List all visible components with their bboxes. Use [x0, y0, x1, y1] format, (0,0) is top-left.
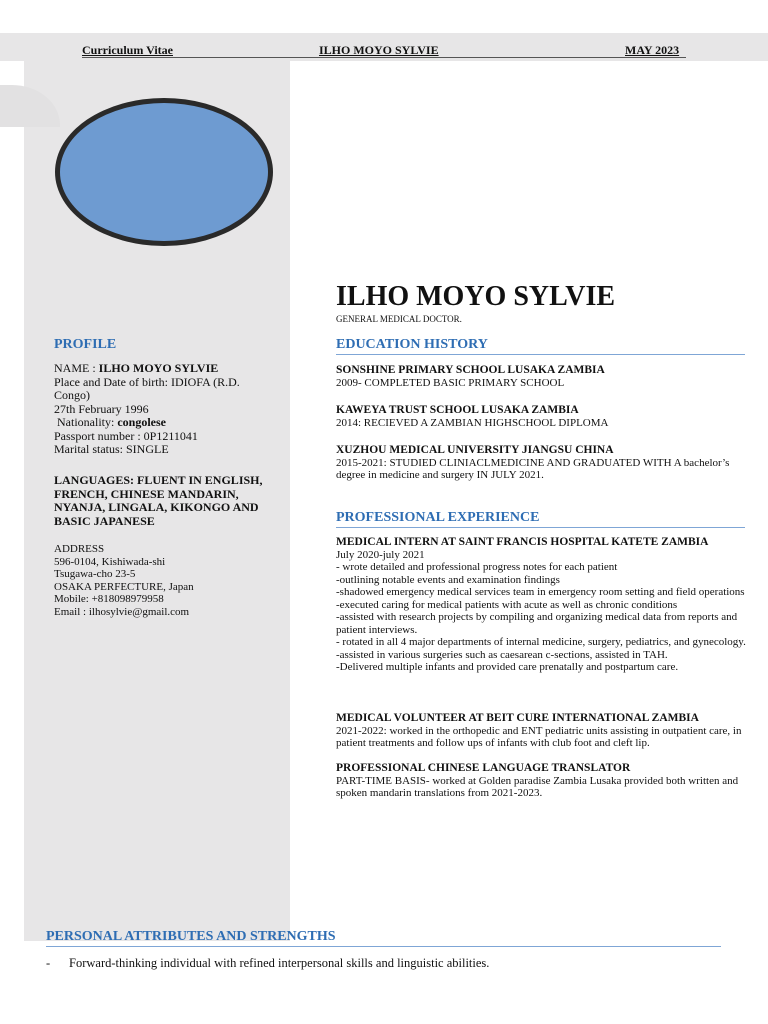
address-label: ADDRESS	[54, 543, 105, 555]
education-school: XUZHOU MEDICAL UNIVERSITY JIANGSU CHINA	[336, 444, 614, 456]
header-date: MAY 2023	[625, 43, 680, 57]
attribute-item	[46, 956, 489, 971]
header-rule	[82, 57, 686, 58]
experience-line: -outlining notable events and examination findings	[336, 573, 560, 586]
profile-address	[54, 543, 278, 618]
experience-line: -assisted with research projects by compiling and organizing medical data from reports and patient interviews.	[336, 611, 738, 636]
address-line: 596-0104, Kishiwada-shi	[54, 555, 166, 568]
education-item	[336, 444, 746, 482]
experience-line: -executed caring for medical patients with acute as well as chronic conditions	[336, 598, 678, 611]
experience-role: MEDICAL INTERN AT SAINT FRANCIS HOSPITAL KATETE ZAMBIA	[336, 536, 709, 548]
address-line: OSAKA PERFECTURE, Japan	[54, 580, 194, 593]
profile-marital: Marital status: SINGLE	[54, 442, 169, 456]
experience-role: MEDICAL VOLUNTEER AT BEIT CURE INTERNATIONAL ZAMBIA	[336, 712, 699, 724]
education-rule	[336, 354, 745, 355]
profile-nationality-row	[54, 416, 278, 430]
profile-title: PROFILE	[54, 337, 117, 352]
cv-name: ILHO MOYO SYLVIE	[336, 281, 616, 312]
experience-item	[336, 762, 746, 800]
experience-item	[336, 712, 746, 750]
education-school: SONSHINE PRIMARY SCHOOL LUSAKA ZAMBIA	[336, 364, 605, 376]
experience-line: -shadowed emergency medical services team in emergency room setting and field operations	[336, 586, 745, 598]
email-address: Email : ilhosylvie@gmail.com	[54, 605, 190, 618]
attributes-title: PERSONAL ATTRIBUTES AND STRENGTHS	[46, 929, 336, 944]
education-title: EDUCATION HISTORY	[336, 337, 488, 352]
experience-line: - wrote detailed and professional progress notes for each patient	[336, 561, 618, 573]
experience-line: - rotated in all 4 major departments of internal medicine, surgery, pediatrics, and gynecology.	[336, 636, 746, 648]
education-detail: 2009- COMPLETED BASIC PRIMARY SCHOOL	[336, 376, 565, 389]
address-line: Tsugawa-cho 23-5	[54, 568, 136, 580]
attributes-rule	[46, 946, 721, 947]
education-detail: 2014: RECIEVED A ZAMBIAN HIGHSCHOOL DIPLOMA	[336, 416, 609, 429]
profile-details	[54, 362, 278, 457]
education-detail: 2015-2021: STUDIED CLINIACLMEDICINE AND GRADUATED WITH A bachelor’s degree in medicine and surgery IN JULY 2021.	[336, 456, 730, 481]
profile-birth-date: 27th February 1996	[54, 401, 149, 416]
profile-name-row	[54, 362, 278, 376]
experience-role: PROFESSIONAL CHINESE LANGUAGE TRANSLATOR	[336, 762, 631, 774]
education-item	[336, 364, 746, 389]
languages-value: : FLUENT IN ENGLISH, FRENCH, CHINESE MANDARIN, NYANJA, LINGALA, KIKONGO AND BASIC JAPANESE	[54, 473, 263, 528]
profile-name-value: ILHO MOYO SYLVIE	[98, 361, 219, 375]
education-school: KAWEYA TRUST SCHOOL LUSAKA ZAMBIA	[336, 404, 579, 416]
experience-title: PROFESSIONAL EXPERIENCE	[336, 510, 540, 525]
mobile-number: Mobile: +818098979958	[54, 593, 164, 605]
cv-subtitle: GENERAL MEDICAL DOCTOR.	[336, 314, 462, 324]
profile-name-label: NAME :	[54, 361, 99, 375]
experience-line: -Delivered multiple infants and provided care prenatally and postpartum care.	[336, 661, 679, 673]
decorative-curve	[290, 61, 470, 221]
experience-rule	[336, 527, 745, 528]
bullet-dash: -	[46, 956, 51, 970]
experience-line: PART-TIME BASIS- worked at Golden paradise Zambia Lusaka provided both written and spoken mandarin translations from 2021-2023.	[336, 774, 739, 799]
header-name: ILHO MOYO SYLVIE	[319, 43, 439, 57]
experience-line: -assisted in various surgeries such as caesarean c-sections, assisted in TAH.	[336, 648, 668, 661]
profile-passport: Passport number : 0P1211041	[54, 428, 198, 443]
profile-languages	[54, 474, 278, 528]
experience-line: July 2020-july 2021	[336, 548, 425, 561]
languages-label: LANGUAGES	[54, 473, 131, 487]
experience-line: 2021-2022: worked in the orthopedic and ENT pediatric units assisting in outpatient care, in patient treatments and follow ups of infants with club foot and cleft lip.	[336, 724, 742, 749]
profile-nationality-label: Nationality:	[54, 415, 118, 429]
header-doc-type: Curriculum Vitae	[82, 43, 173, 57]
profile-nationality-value: congolese	[117, 415, 166, 429]
experience-item	[336, 536, 746, 674]
attribute-text: Forward-thinking individual with refined interpersonal skills and linguistic abilities.	[69, 956, 490, 970]
profile-photo-placeholder	[55, 98, 273, 246]
education-item	[336, 404, 746, 429]
profile-birth: Place and Date of birth: IDIOFA (R.D. Congo)	[54, 374, 240, 402]
